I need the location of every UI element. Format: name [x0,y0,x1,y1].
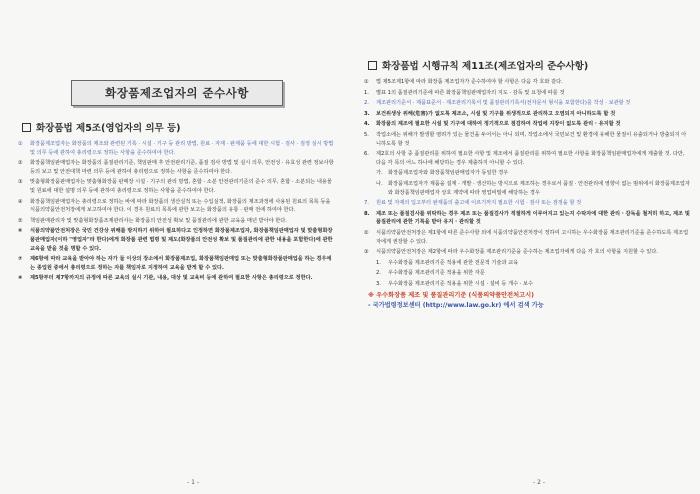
list-item [364,99,690,108]
list-item [18,274,336,283]
list-item [364,89,690,98]
item-text: 식품의약품안전처장은 국민 건강상 위해를 방지하기 위하여 필요하다고 인정하면 화장품제조업자, 화장품책임판매업자 및 맞춤형화장품판매업자(이하 "영업자"라 한다)에게 화장품 관련 법령 및 제도(화장품의 안전성 확보 및 품질관리에 관한 내용을 포함한다)에 관한 교육을 받을 것을 명할 수 있다. [30,228,333,252]
item-text: 우수화장품 제조관리기준 적용에 관한 전문적 기술과 교육 [388,259,519,266]
item-text: 제5항부터 제7항까지의 규정에 따른 교육의 실시 기관, 내용, 대상 및 교육비 등에 관하여 필요한 사항은 총리령으로 정한다. [30,275,313,282]
page-title: 화장품제조업자의 준수사항 [71,80,283,106]
list-item [364,248,690,257]
item-text: 원료 및 자재의 입고부터 완제품의 출고에 이르기까지 필요한 시험 · 검사 또는 검정을 할 것 [376,200,582,207]
item-text: 책임판매관리자 및 맞춤형화장품조제관리사는 화장품의 안전성 확보 및 품질관리에 관한 교육을 매년 받아야 한다. [30,217,287,224]
list-item [18,159,336,176]
item-text: 우수화장품 제조관리기준 적용을 위한 시설 · 설비 등 개수 · 보수 [388,280,534,287]
item-number: 가. [376,170,383,177]
list-item [364,131,690,148]
list-item [18,255,336,272]
list-item [364,150,690,167]
item-number: 나. [376,180,383,187]
item-number: 1. [364,89,369,96]
list-item [364,229,690,246]
item-number: ② [18,160,23,167]
item-text: 맞춤형화장품판매업자는 맞춤형화장품 판매장 시설 · 기구의 관리 방법, 혼합 · 소분 안전관리기준의 준수 의무, 혼합 · 소분되는 내용물 및 원료에 대한 설명 의무 등에 관하여 총리령으로 정하는 사항을 준수하여야 한다. [30,179,332,194]
right-item-list [364,78,690,288]
item-text: 제조 또는 품질검사를 위탁하는 경우 제조 또는 품질검사가 적절하게 이루어지고 있는지 수탁자에 대한 관리 · 감독을 철저히 하고, 제조 및 품질관리에 관한 기록을 받아 유지 · 관리할 것 [376,210,690,226]
item-number: ④ [18,198,23,205]
item-number: 4. [364,121,370,128]
item-number: 2. [364,100,369,107]
item-text: 제2호의 사항 중 품질관리를 위하여 필요한 사항 및 제조에서 품질관리를 위하여 필요한 사항을 화장품책임판매업자에게 제출할 것. 다만, 다음 각 목의 어느 하나에 해당하는 경우 제출하지 아니할 수 있다. [376,151,685,166]
section-title [22,120,336,134]
list-item [364,120,690,129]
list-item [364,210,690,227]
section-title [368,58,690,72]
item-text: 법 제5조제1항에 따라 화장품 제조업자가 준수하여야 할 사항은 다음 각 호와 같다. [376,79,563,85]
list-item [364,280,690,289]
item-number: 3. [376,280,381,287]
item-number: ⑤ [18,217,23,224]
item-number: ① [364,79,369,85]
list-item [364,169,690,178]
item-number: 8. [364,210,370,217]
list-item [364,180,690,197]
item-text: 별표 1의 품질관리기준에 따른 화장품책임판매업자의 지도 · 감독 및 요청에 따를 것 [376,89,565,96]
list-item [364,199,690,208]
list-item [364,78,690,87]
item-text: 화장품제조업자는 화장품의 제조와 관련된 기록 · 시설 · 기구 등 관리 방법, 원료 · 자재 · 완제품 등에 대한 시험 · 검사 · 검정 실시 방법 및 의무 등에 관하여 총리령으로 정하는 사항을 준수하여야 한다. [30,141,334,156]
item-text: 화장품의 제조에 필요한 시설 및 기구에 대하여 정기적으로 점검하여 작업에 지장이 없도록 관리 · 유지할 것 [376,121,621,128]
item-text: 화장품제조업자가 제품을 설계 · 개발 · 생산하는 방식으로 제조하는 경우로서 품질 · 안전관리에 영향이 없는 범위에서 화장품제조업자와 화장품책임판매업자 상호 계약에 따라 영업비밀에 해당하는 경우 [388,180,690,196]
left-item-list [18,140,336,283]
list-item [364,259,690,268]
page-number: - 1 - [187,479,199,486]
item-text: 화장품책임판매업자는 화장품의 품질관리기준, 책임판매 후 안전관리기준, 품질 검사 방법 및 실시 의무, 안전성 · 유효성 관련 정보사항 등의 보고 및 안전대책 마련 의무 등에 관하여 총리령으로 정하는 사항을 준수하여야 한다. [30,160,334,175]
item-number: ⑥ [18,228,23,235]
item-number: ⑦ [18,256,23,263]
section-title-text: 화장품법 제5조(영업자의 의무 등) [36,123,181,134]
checkbox-square-icon [368,61,377,70]
item-text: 제6항에 따라 교육을 받아야 하는 자가 둘 이상의 장소에서 화장품제조업, 화장품책임판매업 또는 맞춤형화장품판매업을 하는 경우에는 종업원 중에서 총리령으로 정하는 자를 책임자로 지정하여 교육을 받게 할 수 있다. [30,256,332,271]
item-number: 5. [364,131,369,138]
reference-link-note[interactable]: - 국가법령정보센터 (http://www.law.go.kr) 에서 검색 가능 [368,302,544,310]
item-number: 1. [376,259,381,266]
page-number: - 2 - [533,479,545,486]
item-number: ③ [364,249,369,256]
item-number: ③ [18,179,23,186]
checkbox-square-icon [22,123,31,132]
list-item [18,227,336,253]
item-text: 우수화장품 제조관리기준 적용을 위한 자문 [388,270,485,277]
list-item [18,198,336,215]
reference-note: ※ 우수화장품 제조 및 품질관리기준 (식품의약품안전처고시) [368,292,534,300]
item-number: ① [18,141,23,147]
list-item [18,140,336,157]
item-text: 작업소에는 위해가 발생할 염려가 있는 물건을 두어서는 아니 되며, 작업소에서 국민보건 및 환경에 유해한 물질이 유출되거나 방출되지 아니하도록 할 것 [376,131,687,147]
item-text: 식품의약품안전처장은 제2항에 따라 우수화장품 제조관리기준을 준수하는 제조업자에게 다음 각 호의 사항을 지원할 수 있다. [376,249,658,256]
item-text: 제조관리기준서 · 제품표준서 · 제조관리기록서 및 품질관리기록서(전자문서 형식을 포함한다)를 작성 · 보관할 것 [376,100,631,107]
list-item [364,110,690,119]
item-number: ⑧ [18,275,23,282]
item-number: 3. [364,110,370,117]
item-number: ② [364,229,369,236]
item-text: 화장품제조업자와 화장품책임판매업자가 동일한 경우 [388,170,509,177]
list-item [18,217,336,226]
list-item [364,269,690,278]
item-text: 화장품책임판매업자는 총리령으로 정하는 바에 따라 화장품의 생산실적 또는 수입실적, 화장품의 제조과정에 사용된 원료의 목록 등을 식품의약품안전처장에게 보고하여야 한다. 이 경우 원료의 목록에 관한 보고는 화장품의 유통 · 판매 전에 하여야 한다. [30,198,331,214]
section-title-text: 화장품법 시행규칙 제11조(제조업자의 준수사항) [382,61,589,72]
list-item [18,178,336,195]
item-number: 7. [364,200,369,207]
item-text: 식품의약품안전처장은 제1항에 따른 준수사항 외에 식품의약품안전처장이 정하여 고시하는 우수화장품 제조관리기준을 준수하도록 제조업자에게 권장할 수 있다. [376,229,689,245]
item-number: 2. [376,270,381,277]
right-page [350,0,700,494]
item-number: 6. [364,151,369,158]
item-text: 보건위생상 위해(危害)가 없도록 제조소, 시설 및 기구를 위생적으로 관리하고 오염되지 아니하도록 할 것 [376,110,616,117]
